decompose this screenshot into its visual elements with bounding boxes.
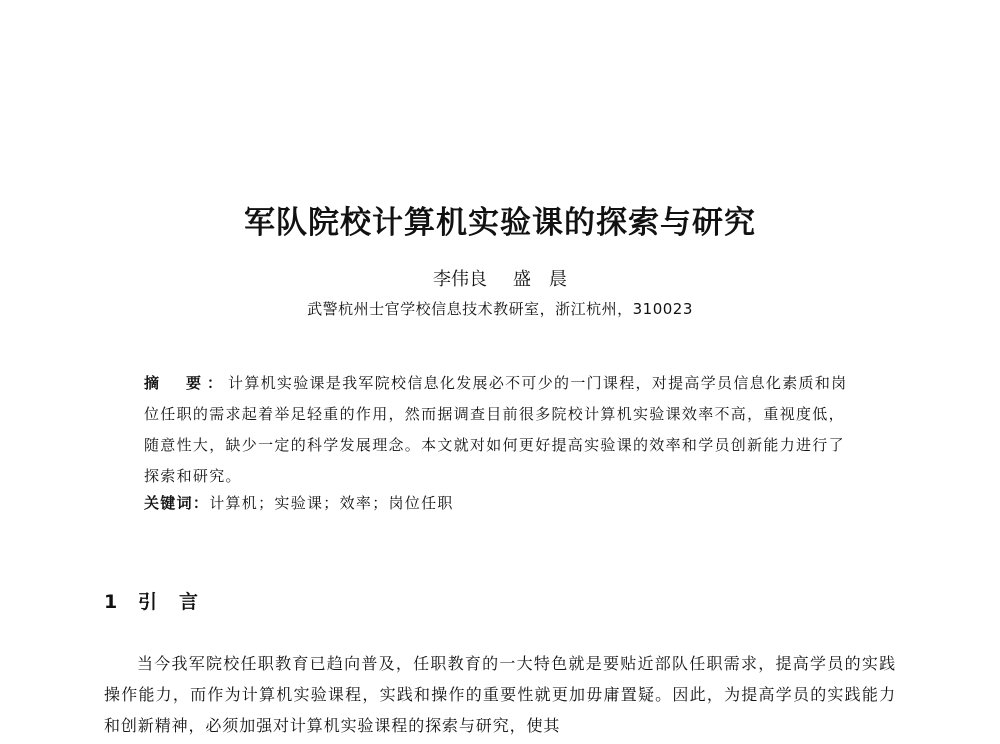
author-name: 盛 晨 — [513, 269, 567, 290]
section-title: 引言 — [138, 591, 221, 613]
section-heading — [104, 587, 220, 614]
abstract-label: 摘 要： — [144, 374, 229, 392]
abstract-text: 计算机实验课是我军院校信息化发展必不可少的一门课程，对提高学员信息化素质和岗位任职的需求起着举足轻重的作用，然而据调查目前很多院校计算机实验课效率不高，重视度低，随意性大，缺少一定的科学发展理念。本文就对如何更好提高实验课的效率和学员创新能力进行了探索和研究。 — [144, 374, 848, 485]
keywords-text: 计算机；实验课；效率；岗位任职 — [209, 494, 454, 512]
author-list — [0, 265, 1000, 291]
section-number: 1 — [104, 591, 118, 613]
body-paragraph: 当今我军院校任职教育已趋向普及，任职教育的一大特色就是要贴近部队任职需求，提高学员的实践操作能力，而作为计算机实验课程，实践和操作的重要性就更加毋庸置疑。因此，为提高学员的实践能力和创新精神，必须加强对计算机实验课程的探索与研究，使其 — [104, 654, 896, 735]
keywords-block — [144, 492, 856, 513]
author-name: 李伟良 — [433, 269, 487, 290]
keywords-label: 关键词： — [144, 494, 210, 512]
paper-title: 军队院校计算机实验课的探索与研究 — [244, 205, 756, 241]
author-affiliation: 武警杭州士官学校信息技术教研室，浙江杭州，310023 — [307, 300, 693, 318]
abstract-block — [144, 368, 856, 492]
